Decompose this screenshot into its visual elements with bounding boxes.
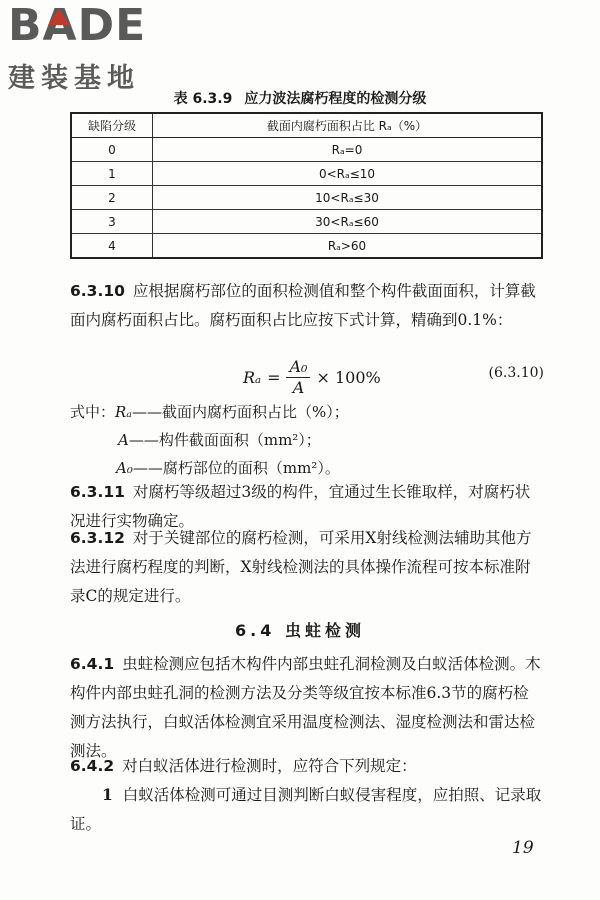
formula-rhs: × 100% [316,368,381,387]
table-title: 应力波法腐朽程度的检测分级 [244,91,427,107]
ratio-cell: Rₐ=0 [153,138,543,162]
table-number: 表 6.3.9 [173,91,233,107]
definition-lead: 式中： [70,403,116,421]
clause-number: 6.4.2 [70,757,115,775]
logo-brand: BADE [8,0,147,51]
definition-symbol: Rₐ [115,403,132,421]
definition-row [70,398,349,426]
equals-sign: = [267,368,281,387]
grade-cell: 2 [71,186,153,210]
clause-number: 6.3.12 [70,529,125,547]
grade-cell: 3 [71,210,153,234]
definition-desc: ——腐朽部位的面积（mm²）。 [132,459,340,477]
page-number: 19 [512,838,534,858]
logo-subtitle: 建装基地 [8,63,140,94]
clause-text: 对白蚁活体进行检测时，应符合下列规定： [122,757,417,775]
clause-text: 应根据腐朽部位的面积检测值和整个构件截面面积，计算截面内腐朽面积占比。腐朽面积占比应按下式计算，精确到0.1%： [70,282,536,329]
grade-cell: 0 [71,138,153,162]
ratio-cell: 10<Rₐ≤30 [153,186,543,210]
table-row [71,210,542,234]
formula-fraction [286,358,310,397]
decay-grade-table [70,112,543,259]
definition-symbol: A₀ [116,459,133,477]
definition-desc: ——截面内腐朽面积占比（%）； [131,403,349,421]
header-ratio: 截面内腐朽面积占比 Rₐ（%） [153,113,543,138]
ratio-cell: Rₐ>60 [153,234,543,259]
section-title: 6.4 虫蛀检测 [235,621,365,640]
definition-symbol: A [118,431,129,449]
ratio-cell: 0<Rₐ≤10 [153,162,543,186]
clause-number: 6.3.10 [70,282,125,300]
grade-cell: 4 [71,234,153,259]
table-row [71,234,542,259]
clause-text: 对于关键部位的腐朽检测，可采用X射线检测法辅助其他方法进行腐朽程度的判断，X射线检测法的具体操作流程可按本标准附录C的规定进行。 [70,529,532,605]
logo-triangle-icon [48,9,70,25]
clause-6-4-1 [70,650,544,766]
formula-lhs: Rₐ [243,368,262,387]
table-row [71,162,542,186]
clause-6-3-12 [70,524,544,611]
clause-text: 虫蛀检测应包括木构件内部虫蛀孔洞检测及白蚁活体检测。木构件内部虫蛀孔洞的检测方法及分类等级宜按本标准6.3节的腐朽检测方法执行，白蚁活体检测宜采用温度检测法、湿度检测法和雷达检测法。 [70,655,541,760]
item-number: 1 [102,785,113,804]
definition-row [70,426,349,454]
clause-number: 6.3.11 [70,483,125,501]
definition-desc: ——构件截面面积（mm²）； [128,431,321,449]
formula-expression [243,358,381,397]
clause-6-3-10 [70,277,544,335]
table-row [71,138,542,162]
formula-denominator: A [292,378,305,397]
grade-cell: 1 [71,162,153,186]
bade-logo [8,0,178,95]
header-grade: 缺陷分级 [71,113,153,138]
formula-number: (6.3.10) [488,365,544,381]
table-row [71,186,542,210]
clause-number: 6.4.1 [70,655,115,673]
list-item [70,780,544,839]
formula-definitions [70,398,349,482]
table-caption [0,88,600,108]
formula-6-3-10 [70,355,544,399]
ratio-cell: 30<Rₐ≤60 [153,210,543,234]
item-text: 白蚁活体检测可通过目测判断白蚁侵害程度，应拍照、记录取证。 [70,786,542,833]
formula-numerator: A₀ [289,357,308,376]
table-header-row [71,113,542,138]
clause-6-4-2 [70,752,544,781]
clause-text: 对腐朽等级超过3级的构件，宜通过生长锥取样，对腐朽状况进行实物确定。 [70,483,531,530]
